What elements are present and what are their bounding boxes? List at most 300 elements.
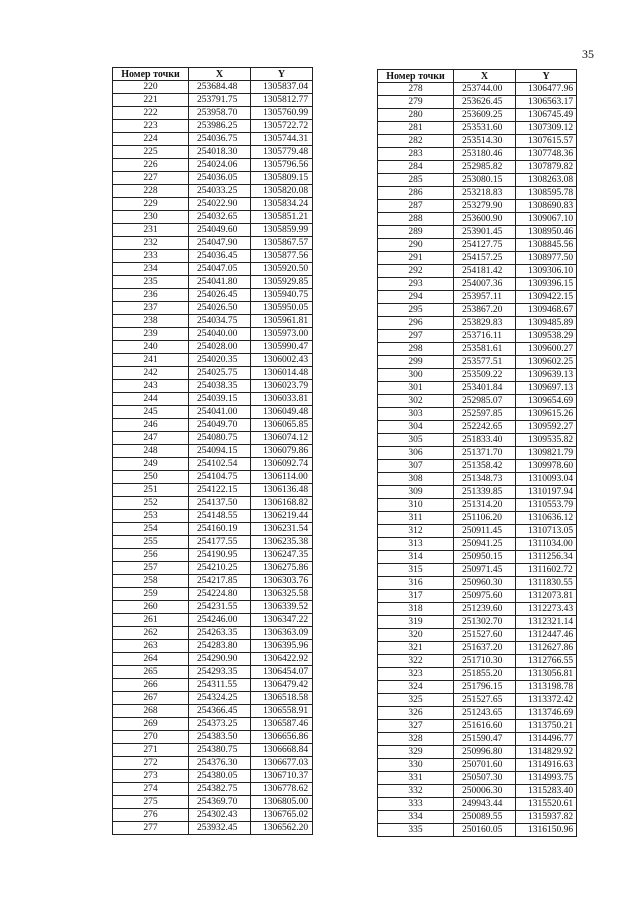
- table-row: [113, 185, 313, 198]
- table-row: [113, 120, 313, 133]
- x-coordinate-cell: 253901.45: [454, 226, 516, 239]
- y-coordinate-cell: 1306002.43: [251, 354, 313, 367]
- table-row: [113, 406, 313, 419]
- y-coordinate-cell: 1311830.55: [516, 577, 577, 590]
- point-number-cell: 285: [378, 174, 454, 187]
- table-row: [378, 590, 577, 603]
- x-coordinate-cell: 254177.55: [189, 536, 251, 549]
- x-coordinate-cell: 254369.70: [189, 796, 251, 809]
- point-number-cell: 300: [378, 369, 454, 382]
- y-coordinate-cell: 1306092.74: [251, 458, 313, 471]
- y-coordinate-cell: 1312447.46: [516, 629, 577, 642]
- x-coordinate-cell: 254028.00: [189, 341, 251, 354]
- table-row: [378, 200, 577, 213]
- y-coordinate-cell: 1306677.03: [251, 757, 313, 770]
- table-row: [378, 96, 577, 109]
- coordinates-table-left: [112, 67, 313, 835]
- y-coordinate-cell: 1307879.82: [516, 161, 577, 174]
- y-coordinate-cell: 1310636.12: [516, 512, 577, 525]
- point-number-cell: 238: [113, 315, 189, 328]
- point-number-cell: 241: [113, 354, 189, 367]
- table-row: [378, 642, 577, 655]
- y-coordinate-cell: 1305877.56: [251, 250, 313, 263]
- table-row: [113, 198, 313, 211]
- point-number-cell: 334: [378, 811, 454, 824]
- table-row: [113, 289, 313, 302]
- point-number-cell: 328: [378, 733, 454, 746]
- point-number-cell: 317: [378, 590, 454, 603]
- x-coordinate-cell: 254376.30: [189, 757, 251, 770]
- x-coordinate-cell: 252242.65: [454, 421, 516, 434]
- x-coordinate-cell: 253791.75: [189, 94, 251, 107]
- x-coordinate-cell: 254311.55: [189, 679, 251, 692]
- table-row: [113, 367, 313, 380]
- y-coordinate-cell: 1306339.52: [251, 601, 313, 614]
- x-coordinate-cell: 250960.30: [454, 577, 516, 590]
- y-coordinate-cell: 1306587.46: [251, 718, 313, 731]
- point-number-cell: 321: [378, 642, 454, 655]
- table-row: [378, 226, 577, 239]
- y-coordinate-cell: 1306558.91: [251, 705, 313, 718]
- point-number-cell: 295: [378, 304, 454, 317]
- point-number-cell: 266: [113, 679, 189, 692]
- x-coordinate-cell: 254231.55: [189, 601, 251, 614]
- table-row: [113, 783, 313, 796]
- y-coordinate-cell: 1306518.58: [251, 692, 313, 705]
- table-row: [113, 484, 313, 497]
- table-row: [113, 822, 313, 835]
- point-number-cell: 226: [113, 159, 189, 172]
- y-coordinate-cell: 1313746.69: [516, 707, 577, 720]
- y-coordinate-cell: 1306765.02: [251, 809, 313, 822]
- point-number-cell: 227: [113, 172, 189, 185]
- table-row: [378, 291, 577, 304]
- table-row: [113, 328, 313, 341]
- table-row: [378, 746, 577, 759]
- y-coordinate-cell: 1306477.96: [516, 83, 577, 96]
- x-coordinate-cell: 253509.22: [454, 369, 516, 382]
- x-coordinate-cell: 251527.65: [454, 694, 516, 707]
- point-number-cell: 291: [378, 252, 454, 265]
- y-coordinate-cell: 1309485.89: [516, 317, 577, 330]
- point-number-cell: 265: [113, 666, 189, 679]
- point-number-cell: 273: [113, 770, 189, 783]
- point-number-cell: 255: [113, 536, 189, 549]
- x-coordinate-cell: 254160.19: [189, 523, 251, 536]
- y-coordinate-cell: 1309821.79: [516, 447, 577, 460]
- point-number-cell: 329: [378, 746, 454, 759]
- table-row: [378, 161, 577, 174]
- x-coordinate-cell: 254366.45: [189, 705, 251, 718]
- table-row: [113, 588, 313, 601]
- point-number-cell: 253: [113, 510, 189, 523]
- y-coordinate-cell: 1313198.78: [516, 681, 577, 694]
- x-coordinate-cell: 254104.75: [189, 471, 251, 484]
- table-row: [378, 135, 577, 148]
- table-row: [113, 796, 313, 809]
- x-coordinate-cell: 250950.15: [454, 551, 516, 564]
- table-row: [113, 640, 313, 653]
- x-coordinate-cell: 251371.70: [454, 447, 516, 460]
- point-number-cell: 251: [113, 484, 189, 497]
- x-coordinate-cell: 250507.30: [454, 772, 516, 785]
- x-coordinate-cell: 254038.35: [189, 380, 251, 393]
- table-row: [378, 772, 577, 785]
- point-number-cell: 307: [378, 460, 454, 473]
- y-coordinate-cell: 1312273.43: [516, 603, 577, 616]
- y-coordinate-cell: 1305961.81: [251, 315, 313, 328]
- x-coordinate-cell: 254022.90: [189, 198, 251, 211]
- y-coordinate-cell: 1307309.12: [516, 122, 577, 135]
- point-number-cell: 296: [378, 317, 454, 330]
- point-number-cell: 221: [113, 94, 189, 107]
- table-row: [378, 733, 577, 746]
- x-coordinate-cell: 252985.07: [454, 395, 516, 408]
- table-row: [378, 720, 577, 733]
- y-coordinate-cell: 1316150.96: [516, 824, 577, 837]
- x-coordinate-cell: 253716.11: [454, 330, 516, 343]
- y-coordinate-cell: 1309306.10: [516, 265, 577, 278]
- table-row: [113, 757, 313, 770]
- point-number-cell: 250: [113, 471, 189, 484]
- x-coordinate-cell: 253401.84: [454, 382, 516, 395]
- y-coordinate-cell: 1310197.94: [516, 486, 577, 499]
- table-row: [378, 681, 577, 694]
- y-coordinate-cell: 1308950.46: [516, 226, 577, 239]
- x-coordinate-cell: 253531.60: [454, 122, 516, 135]
- table-row: [378, 512, 577, 525]
- column-header-point: Номер точки: [378, 70, 454, 83]
- point-number-cell: 304: [378, 421, 454, 434]
- y-coordinate-cell: 1305859.99: [251, 224, 313, 237]
- table-row: [378, 278, 577, 291]
- x-coordinate-cell: 254025.75: [189, 367, 251, 380]
- x-coordinate-cell: 254049.70: [189, 419, 251, 432]
- point-number-cell: 302: [378, 395, 454, 408]
- table-row: [113, 705, 313, 718]
- y-coordinate-cell: 1306136.48: [251, 484, 313, 497]
- x-coordinate-cell: 251616.60: [454, 720, 516, 733]
- y-coordinate-cell: 1313056.81: [516, 668, 577, 681]
- x-coordinate-cell: 251527.60: [454, 629, 516, 642]
- x-coordinate-cell: 251243.65: [454, 707, 516, 720]
- point-number-cell: 237: [113, 302, 189, 315]
- y-coordinate-cell: 1315283.40: [516, 785, 577, 798]
- point-number-cell: 246: [113, 419, 189, 432]
- x-coordinate-cell: 254137.50: [189, 497, 251, 510]
- y-coordinate-cell: 1306033.81: [251, 393, 313, 406]
- y-coordinate-cell: 1310093.04: [516, 473, 577, 486]
- x-coordinate-cell: 254036.75: [189, 133, 251, 146]
- x-coordinate-cell: 254047.90: [189, 237, 251, 250]
- x-coordinate-cell: 253609.25: [454, 109, 516, 122]
- point-number-cell: 290: [378, 239, 454, 252]
- table-row: [113, 575, 313, 588]
- table-row: [378, 499, 577, 512]
- y-coordinate-cell: 1305973.00: [251, 328, 313, 341]
- x-coordinate-cell: 254380.05: [189, 770, 251, 783]
- table-row: [378, 174, 577, 187]
- point-number-cell: 332: [378, 785, 454, 798]
- y-coordinate-cell: 1306656.86: [251, 731, 313, 744]
- x-coordinate-cell: 254080.75: [189, 432, 251, 445]
- point-number-cell: 234: [113, 263, 189, 276]
- table-row: [378, 395, 577, 408]
- point-number-cell: 280: [378, 109, 454, 122]
- table-row: [378, 109, 577, 122]
- y-coordinate-cell: 1309535.82: [516, 434, 577, 447]
- table-row: [378, 187, 577, 200]
- point-number-cell: 223: [113, 120, 189, 133]
- y-coordinate-cell: 1306235.38: [251, 536, 313, 549]
- y-coordinate-cell: 1306114.00: [251, 471, 313, 484]
- point-number-cell: 267: [113, 692, 189, 705]
- point-number-cell: 287: [378, 200, 454, 213]
- table-row: [378, 421, 577, 434]
- y-coordinate-cell: 1306347.22: [251, 614, 313, 627]
- column-header-y: Y: [251, 68, 313, 81]
- point-number-cell: 326: [378, 707, 454, 720]
- table-row: [378, 265, 577, 278]
- point-number-cell: 289: [378, 226, 454, 239]
- table-row: [378, 603, 577, 616]
- column-header-x: X: [189, 68, 251, 81]
- y-coordinate-cell: 1306454.07: [251, 666, 313, 679]
- y-coordinate-cell: 1315937.82: [516, 811, 577, 824]
- x-coordinate-cell: 252597.85: [454, 408, 516, 421]
- point-number-cell: 247: [113, 432, 189, 445]
- y-coordinate-cell: 1306778.62: [251, 783, 313, 796]
- point-number-cell: 314: [378, 551, 454, 564]
- y-coordinate-cell: 1309600.27: [516, 343, 577, 356]
- y-coordinate-cell: 1309639.13: [516, 369, 577, 382]
- x-coordinate-cell: 253180.46: [454, 148, 516, 161]
- table-row: [113, 224, 313, 237]
- x-coordinate-cell: 251637.20: [454, 642, 516, 655]
- table-row: [378, 694, 577, 707]
- y-coordinate-cell: 1308977.50: [516, 252, 577, 265]
- x-coordinate-cell: 254157.25: [454, 252, 516, 265]
- table-row: [378, 408, 577, 421]
- y-coordinate-cell: 1306363.09: [251, 627, 313, 640]
- y-coordinate-cell: 1305744.31: [251, 133, 313, 146]
- y-coordinate-cell: 1306023.79: [251, 380, 313, 393]
- x-coordinate-cell: 251348.73: [454, 473, 516, 486]
- y-coordinate-cell: 1306014.48: [251, 367, 313, 380]
- point-number-cell: 236: [113, 289, 189, 302]
- table-row: [113, 237, 313, 250]
- point-number-cell: 263: [113, 640, 189, 653]
- y-coordinate-cell: 1313750.21: [516, 720, 577, 733]
- y-coordinate-cell: 1311256.34: [516, 551, 577, 564]
- x-coordinate-cell: 254217.85: [189, 575, 251, 588]
- table-row: [378, 629, 577, 642]
- point-number-cell: 224: [113, 133, 189, 146]
- point-number-cell: 281: [378, 122, 454, 135]
- point-number-cell: 331: [378, 772, 454, 785]
- x-coordinate-cell: 254020.35: [189, 354, 251, 367]
- x-coordinate-cell: 254032.65: [189, 211, 251, 224]
- point-number-cell: 292: [378, 265, 454, 278]
- x-coordinate-cell: 252985.82: [454, 161, 516, 174]
- point-number-cell: 262: [113, 627, 189, 640]
- point-number-cell: 240: [113, 341, 189, 354]
- x-coordinate-cell: 250975.60: [454, 590, 516, 603]
- x-coordinate-cell: 250996.80: [454, 746, 516, 759]
- x-coordinate-cell: 253986.25: [189, 120, 251, 133]
- x-coordinate-cell: 253958.70: [189, 107, 251, 120]
- x-coordinate-cell: 250701.60: [454, 759, 516, 772]
- y-coordinate-cell: 1305950.05: [251, 302, 313, 315]
- x-coordinate-cell: 254380.75: [189, 744, 251, 757]
- table-row: [113, 133, 313, 146]
- point-number-cell: 297: [378, 330, 454, 343]
- table-row: [378, 460, 577, 473]
- y-coordinate-cell: 1306710.37: [251, 770, 313, 783]
- table-row: [113, 315, 313, 328]
- column-header-x: X: [454, 70, 516, 83]
- y-coordinate-cell: 1314829.92: [516, 746, 577, 759]
- table-row: [378, 304, 577, 317]
- point-number-cell: 268: [113, 705, 189, 718]
- table-row: [378, 213, 577, 226]
- table-row: [378, 538, 577, 551]
- point-number-cell: 257: [113, 562, 189, 575]
- table-row: [378, 148, 577, 161]
- y-coordinate-cell: 1311602.72: [516, 564, 577, 577]
- table-row: [378, 551, 577, 564]
- x-coordinate-cell: 253684.48: [189, 81, 251, 94]
- table-row: [378, 447, 577, 460]
- x-coordinate-cell: 251339.85: [454, 486, 516, 499]
- point-number-cell: 325: [378, 694, 454, 707]
- point-number-cell: 303: [378, 408, 454, 421]
- table-row: [378, 356, 577, 369]
- table-row: [378, 330, 577, 343]
- table-row: [113, 679, 313, 692]
- x-coordinate-cell: 251302.70: [454, 616, 516, 629]
- point-number-cell: 245: [113, 406, 189, 419]
- point-number-cell: 242: [113, 367, 189, 380]
- point-number-cell: 232: [113, 237, 189, 250]
- x-coordinate-cell: 251590.47: [454, 733, 516, 746]
- table-row: [113, 562, 313, 575]
- point-number-cell: 258: [113, 575, 189, 588]
- point-number-cell: 231: [113, 224, 189, 237]
- x-coordinate-cell: 249943.44: [454, 798, 516, 811]
- y-coordinate-cell: 1308845.56: [516, 239, 577, 252]
- table-row: [378, 434, 577, 447]
- y-coordinate-cell: 1306049.48: [251, 406, 313, 419]
- table-row: [113, 692, 313, 705]
- y-coordinate-cell: 1314916.63: [516, 759, 577, 772]
- x-coordinate-cell: 254049.60: [189, 224, 251, 237]
- point-number-cell: 301: [378, 382, 454, 395]
- table-row: [113, 354, 313, 367]
- table-row: [113, 471, 313, 484]
- table-row: [113, 744, 313, 757]
- y-coordinate-cell: 1312321.14: [516, 616, 577, 629]
- point-number-cell: 264: [113, 653, 189, 666]
- table-row: [113, 497, 313, 510]
- table-row: [378, 616, 577, 629]
- table-row: [378, 824, 577, 837]
- table-header-row: [113, 68, 313, 81]
- point-number-cell: 299: [378, 356, 454, 369]
- y-coordinate-cell: 1306563.17: [516, 96, 577, 109]
- point-number-cell: 324: [378, 681, 454, 694]
- table-header-row: [378, 70, 577, 83]
- x-coordinate-cell: 253080.15: [454, 174, 516, 187]
- point-number-cell: 244: [113, 393, 189, 406]
- table-row: [113, 107, 313, 120]
- table-row: [113, 146, 313, 159]
- y-coordinate-cell: 1308595.78: [516, 187, 577, 200]
- table-row: [113, 276, 313, 289]
- table-row: [378, 473, 577, 486]
- x-coordinate-cell: 254039.15: [189, 393, 251, 406]
- y-coordinate-cell: 1312073.81: [516, 590, 577, 603]
- point-number-cell: 222: [113, 107, 189, 120]
- point-number-cell: 279: [378, 96, 454, 109]
- x-coordinate-cell: 250971.45: [454, 564, 516, 577]
- x-coordinate-cell: 254224.80: [189, 588, 251, 601]
- point-number-cell: 319: [378, 616, 454, 629]
- x-coordinate-cell: 254190.95: [189, 549, 251, 562]
- point-number-cell: 293: [378, 278, 454, 291]
- x-coordinate-cell: 254033.25: [189, 185, 251, 198]
- y-coordinate-cell: 1311034.00: [516, 538, 577, 551]
- table-row: [378, 655, 577, 668]
- table-row: [113, 250, 313, 263]
- x-coordinate-cell: 254181.42: [454, 265, 516, 278]
- x-coordinate-cell: 250089.55: [454, 811, 516, 824]
- y-coordinate-cell: 1305760.99: [251, 107, 313, 120]
- x-coordinate-cell: 253514.30: [454, 135, 516, 148]
- point-number-cell: 274: [113, 783, 189, 796]
- table-row: [113, 432, 313, 445]
- point-number-cell: 310: [378, 499, 454, 512]
- y-coordinate-cell: 1305779.48: [251, 146, 313, 159]
- point-number-cell: 254: [113, 523, 189, 536]
- table-row: [378, 317, 577, 330]
- y-coordinate-cell: 1309654.69: [516, 395, 577, 408]
- y-coordinate-cell: 1306395.96: [251, 640, 313, 653]
- y-coordinate-cell: 1309067.10: [516, 213, 577, 226]
- table-row: [378, 564, 577, 577]
- table-row: [378, 525, 577, 538]
- table-row: [378, 369, 577, 382]
- x-coordinate-cell: 254024.06: [189, 159, 251, 172]
- point-number-cell: 323: [378, 668, 454, 681]
- y-coordinate-cell: 1309538.29: [516, 330, 577, 343]
- table-row: [113, 731, 313, 744]
- x-coordinate-cell: 253577.51: [454, 356, 516, 369]
- point-number-cell: 229: [113, 198, 189, 211]
- table-row: [113, 419, 313, 432]
- y-coordinate-cell: 1305867.57: [251, 237, 313, 250]
- x-coordinate-cell: 254041.00: [189, 406, 251, 419]
- column-header-point: Номер точки: [113, 68, 189, 81]
- y-coordinate-cell: 1306074.12: [251, 432, 313, 445]
- x-coordinate-cell: 254047.05: [189, 263, 251, 276]
- column-header-y: Y: [516, 70, 577, 83]
- point-number-cell: 306: [378, 447, 454, 460]
- point-number-cell: 284: [378, 161, 454, 174]
- table-row: [113, 627, 313, 640]
- point-number-cell: 269: [113, 718, 189, 731]
- point-number-cell: 282: [378, 135, 454, 148]
